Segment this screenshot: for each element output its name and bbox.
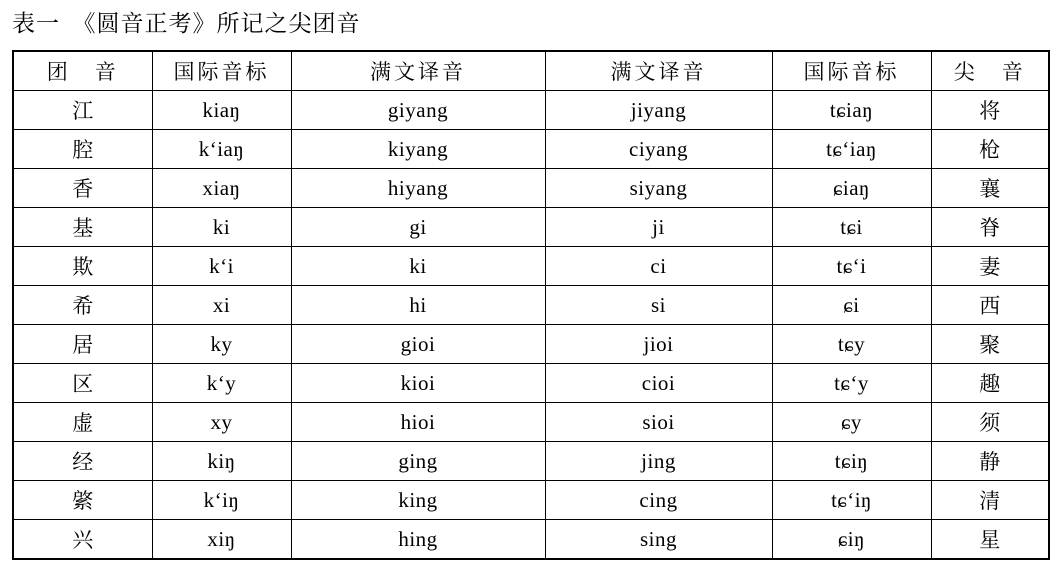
column-header-jian-yin: 尖 音 (931, 51, 1049, 91)
table-row (13, 286, 1049, 325)
cell-jian-ipa: tɕy (772, 325, 931, 364)
cell-jian-manchu: siyang (545, 169, 772, 208)
cell-jian-ipa: tɕ‘iŋ (772, 481, 931, 520)
cell-jian-manchu: jiyang (545, 91, 772, 130)
cell-tuan-ipa: ki (152, 208, 291, 247)
cell-jian-ipa: tɕ‘iaŋ (772, 130, 931, 169)
cell-tuan-ipa: kiaŋ (152, 91, 291, 130)
cell-jian-ipa: tɕiŋ (772, 442, 931, 481)
cell-jian-ipa: ɕy (772, 403, 931, 442)
cell-tuan-character: 虚 (13, 403, 152, 442)
table-row (13, 364, 1049, 403)
cell-tuan-manchu: kioi (291, 364, 545, 403)
cell-tuan-manchu: hiyang (291, 169, 545, 208)
cell-jian-character: 星 (931, 520, 1049, 560)
cell-jian-manchu: cing (545, 481, 772, 520)
table-row (13, 481, 1049, 520)
cell-tuan-ipa: xiŋ (152, 520, 291, 560)
cell-jian-manchu: jing (545, 442, 772, 481)
cell-jian-character: 西 (931, 286, 1049, 325)
cell-jian-ipa: tɕiaŋ (772, 91, 931, 130)
column-header-tuan-yin: 团 音 (13, 51, 152, 91)
table-row (13, 403, 1049, 442)
cell-tuan-ipa: k‘iŋ (152, 481, 291, 520)
cell-jian-character: 枪 (931, 130, 1049, 169)
cell-tuan-ipa: xiaŋ (152, 169, 291, 208)
table-row (13, 520, 1049, 560)
cell-tuan-character: 腔 (13, 130, 152, 169)
table-row (13, 247, 1049, 286)
cell-jian-manchu: cioi (545, 364, 772, 403)
table-row (13, 91, 1049, 130)
table-caption: 表一 《圆音正考》所记之尖团音 (12, 11, 361, 37)
cell-jian-character: 脊 (931, 208, 1049, 247)
cell-jian-character: 聚 (931, 325, 1049, 364)
cell-tuan-ipa: xy (152, 403, 291, 442)
table-row (13, 442, 1049, 481)
column-header-manchu-jian: 满文译音 (545, 51, 772, 91)
cell-tuan-manchu: hing (291, 520, 545, 560)
cell-jian-character: 静 (931, 442, 1049, 481)
cell-jian-manchu: si (545, 286, 772, 325)
cell-jian-ipa: tɕ‘i (772, 247, 931, 286)
cell-tuan-manchu: gi (291, 208, 545, 247)
cell-tuan-manchu: ging (291, 442, 545, 481)
cell-jian-character: 清 (931, 481, 1049, 520)
cell-jian-manchu: ci (545, 247, 772, 286)
cell-tuan-manchu: hi (291, 286, 545, 325)
cell-tuan-ipa: ky (152, 325, 291, 364)
cell-jian-ipa: ɕi (772, 286, 931, 325)
cell-tuan-character: 居 (13, 325, 152, 364)
cell-tuan-character: 基 (13, 208, 152, 247)
cell-tuan-manchu: king (291, 481, 545, 520)
cell-jian-ipa: tɕ‘y (772, 364, 931, 403)
cell-jian-manchu: ji (545, 208, 772, 247)
cell-jian-ipa: tɕi (772, 208, 931, 247)
cell-tuan-ipa: k‘i (152, 247, 291, 286)
cell-jian-character: 趣 (931, 364, 1049, 403)
cell-tuan-character: 区 (13, 364, 152, 403)
cell-jian-character: 襄 (931, 169, 1049, 208)
cell-jian-ipa: ɕiŋ (772, 520, 931, 560)
cell-tuan-character: 江 (13, 91, 152, 130)
table-row (13, 130, 1049, 169)
cell-jian-manchu: ciyang (545, 130, 772, 169)
cell-tuan-character: 香 (13, 169, 152, 208)
table-row (13, 208, 1049, 247)
table-row (13, 169, 1049, 208)
cell-tuan-ipa: xi (152, 286, 291, 325)
cell-tuan-manchu: gioi (291, 325, 545, 364)
cell-jian-character: 须 (931, 403, 1049, 442)
cell-tuan-ipa: kiŋ (152, 442, 291, 481)
cell-tuan-manchu: kiyang (291, 130, 545, 169)
cell-tuan-ipa: k‘iaŋ (152, 130, 291, 169)
cell-jian-manchu: sing (545, 520, 772, 560)
cell-jian-manchu: jioi (545, 325, 772, 364)
cell-tuan-ipa: k‘y (152, 364, 291, 403)
cell-jian-manchu: sioi (545, 403, 772, 442)
jian-tuan-table (12, 50, 1050, 560)
cell-tuan-manchu: giyang (291, 91, 545, 130)
table-row (13, 325, 1049, 364)
cell-tuan-character: 綮 (13, 481, 152, 520)
column-header-ipa-tuan: 国际音标 (152, 51, 291, 91)
column-header-manchu-tuan: 满文译音 (291, 51, 545, 91)
table-header-row (13, 51, 1049, 91)
cell-tuan-manchu: hioi (291, 403, 545, 442)
cell-tuan-manchu: ki (291, 247, 545, 286)
cell-tuan-character: 希 (13, 286, 152, 325)
cell-jian-character: 将 (931, 91, 1049, 130)
cell-jian-ipa: ɕiaŋ (772, 169, 931, 208)
column-header-ipa-jian: 国际音标 (772, 51, 931, 91)
cell-jian-character: 妻 (931, 247, 1049, 286)
cell-tuan-character: 经 (13, 442, 152, 481)
cell-tuan-character: 欺 (13, 247, 152, 286)
cell-tuan-character: 兴 (13, 520, 152, 560)
table-body (13, 91, 1049, 560)
table-header (13, 51, 1049, 91)
